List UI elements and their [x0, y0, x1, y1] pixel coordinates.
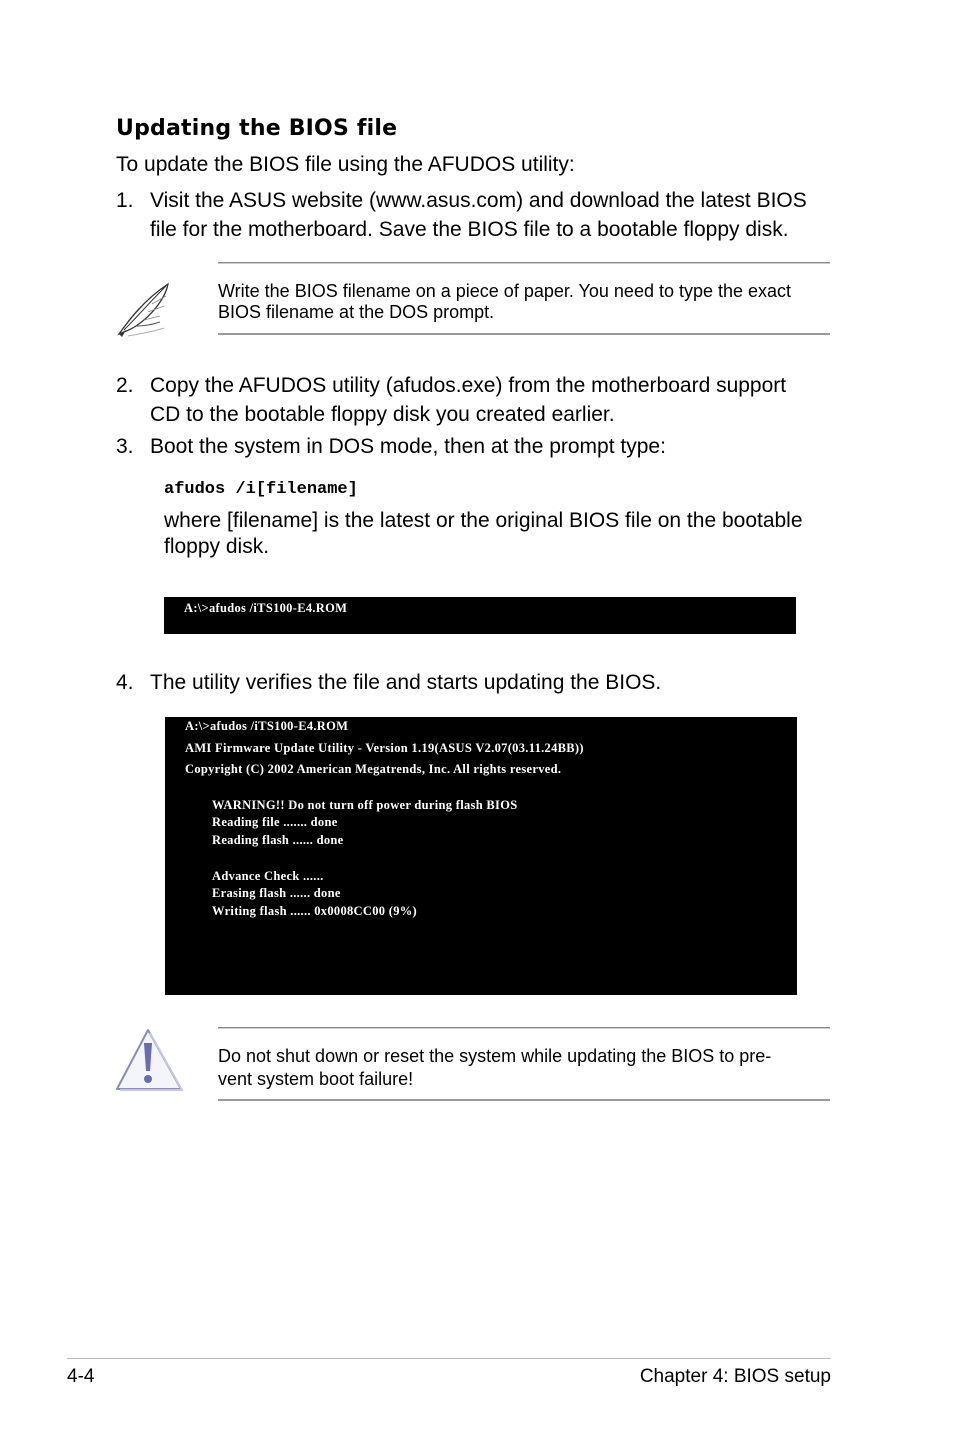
screen-line: Copyright (C) 2002 American Megatrends, Inc. All rights reserved.: [185, 762, 562, 776]
note-top-rule: [218, 262, 830, 263]
pencil-icon: [114, 280, 174, 340]
screen-line: A:\>afudos /iTS100-E4.ROM: [184, 601, 348, 615]
screen-line: Advance Check ......: [212, 869, 324, 883]
step-number: 3.: [116, 435, 134, 458]
warning-icon: [114, 1027, 184, 1093]
step-2: [116, 371, 836, 429]
dos-screen-output: [165, 717, 797, 995]
screen-line: A:\>afudos /iTS100-E4.ROM: [185, 719, 349, 733]
screen-line: Erasing flash ...... done: [212, 886, 341, 900]
step-text-line: The utility verifies the file and starts updating the BIOS.: [150, 671, 662, 694]
step-text-line: Copy the AFUDOS utility (afudos.exe) from the motherboard support: [150, 374, 787, 397]
footer-rule: [67, 1358, 831, 1359]
screen-line: Reading file ....... done: [212, 815, 338, 829]
step-4: [116, 668, 836, 697]
step-text-line: Visit the ASUS website (www.asus.com) and download the latest BIOS: [150, 189, 807, 212]
note-line: BIOS filename at the DOS prompt.: [218, 302, 495, 322]
step-number: 1.: [116, 189, 134, 212]
step-number: 4.: [116, 671, 134, 694]
screen-line: AMI Firmware Update Utility - Version 1.19(ASUS V2.07(03.11.24BB)): [185, 741, 584, 755]
warning-text: [218, 1045, 830, 1091]
chapter-title: Chapter 4: BIOS setup: [639, 1366, 831, 1387]
screen-line: Writing flash ...... 0x0008CC00 (9%): [212, 904, 418, 918]
step-1: [116, 186, 836, 244]
screen-line: Reading flash ...... done: [212, 833, 344, 847]
step-3: [116, 432, 836, 461]
step-number: 2.: [116, 374, 134, 397]
command-description: [164, 508, 844, 560]
warning-top-rule: [218, 1027, 830, 1028]
command-text: afudos /i[filename]: [164, 480, 358, 499]
note-bottom-rule: [218, 333, 830, 335]
note-text: [218, 281, 830, 323]
warning-bottom-rule: [218, 1099, 830, 1101]
description-line: where [filename] is the latest or the original BIOS file on the bootable: [164, 509, 803, 532]
step-text-line: file for the motherboard. Save the BIOS file to a bootable floppy disk.: [150, 218, 789, 241]
screen-line: WARNING!! Do not turn off power during flash BIOS: [212, 798, 518, 812]
warning-line: Do not shut down or reset the system while updating the BIOS to pre-: [218, 1046, 772, 1066]
note-line: Write the BIOS filename on a piece of paper. You need to type the exact: [218, 281, 792, 301]
warning-line: vent system boot failure!: [218, 1069, 414, 1089]
description-line: floppy disk.: [164, 535, 270, 558]
intro-text: To update the BIOS file using the AFUDOS utility:: [116, 153, 575, 176]
step-text-line: Boot the system in DOS mode, then at the prompt type:: [150, 435, 666, 458]
section-heading: Updating the BIOS file: [116, 116, 398, 141]
dos-screen-command: [164, 597, 796, 634]
page-number: 4-4: [67, 1366, 95, 1387]
step-text-line: CD to the bootable floppy disk you created earlier.: [150, 403, 615, 426]
